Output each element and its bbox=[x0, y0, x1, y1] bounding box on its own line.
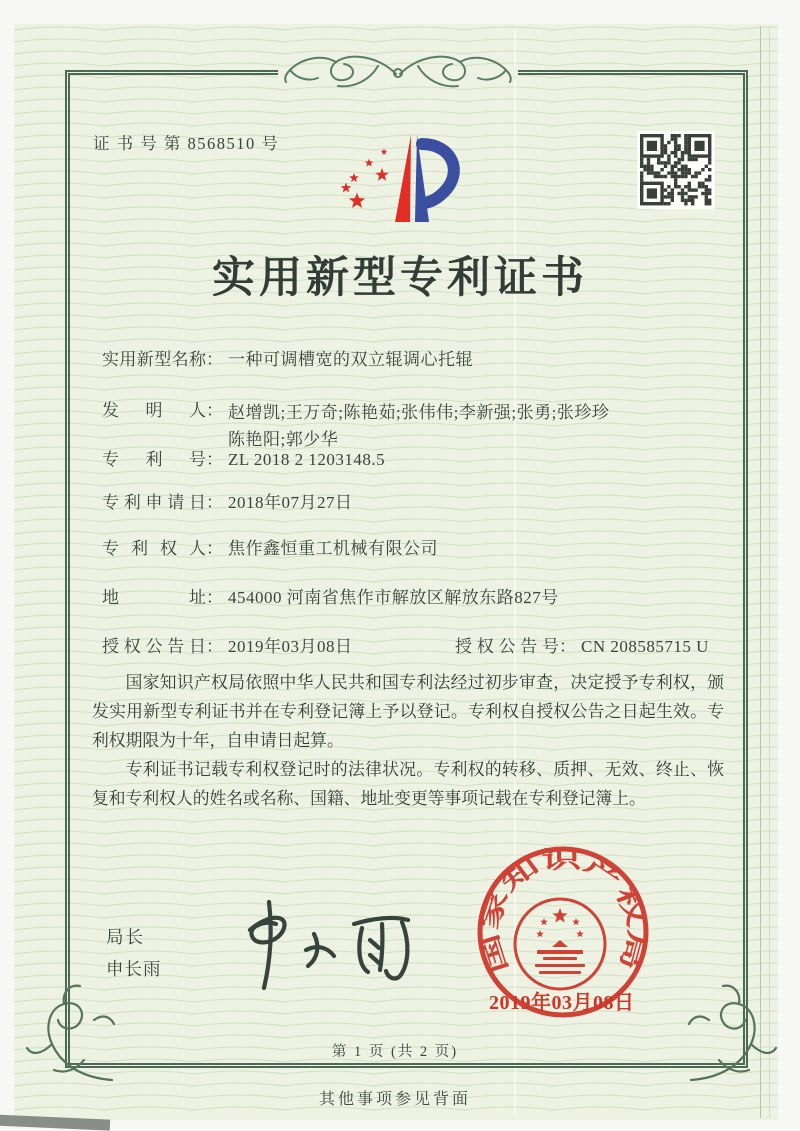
colon: ： bbox=[559, 637, 576, 656]
commissioner-signature bbox=[222, 898, 422, 993]
field-label: 地址 bbox=[102, 588, 206, 607]
seal-national-emblem bbox=[515, 899, 605, 989]
field-value: 454000 河南省焦作市解放区解放东路827号 bbox=[228, 588, 559, 607]
field-label: 授权公告号 bbox=[455, 637, 559, 656]
colon: ： bbox=[206, 539, 223, 558]
legal-text bbox=[92, 668, 724, 813]
field-label: 授权公告日 bbox=[102, 637, 206, 656]
field-row-inventors bbox=[102, 399, 747, 453]
paper-edge-shadow bbox=[769, 26, 770, 1118]
colon: ： bbox=[206, 637, 223, 656]
field-row-filing-date bbox=[102, 491, 747, 515]
paragraph-register-statement: 专利证书记载专利权登记时的法律状况。专利权的转移、质押、无效、终止、恢复和专利权人的姓名或名称、国籍、地址变更等事项记载在专利登记簿上。 bbox=[92, 760, 724, 808]
field-label: 实用新型名称 bbox=[102, 350, 206, 369]
paragraph-grant-statement: 国家知识产权局依照中华人民共和国专利法经过初步审查，决定授予专利权，颁发实用新型专利证书并在专利登记簿上予以登记。专利权自授权公告之日起生效。专利权期限为十年，自申请日起算。 bbox=[92, 673, 724, 750]
field-label: 专利号 bbox=[102, 450, 206, 469]
seal-date: 2019年03月08日 bbox=[489, 992, 635, 1014]
inventors-line-2: 陈艳阳;郭少华 bbox=[228, 430, 339, 449]
commissioner-title: 局长 bbox=[106, 927, 145, 947]
colon: ： bbox=[206, 401, 223, 420]
field-row-patent-no bbox=[102, 448, 747, 472]
field-label: 专利申请日 bbox=[102, 493, 206, 512]
inventors-line-1: 赵增凯;王万奇;陈艳茹;张伟伟;李新强;张勇;张珍珍 bbox=[228, 403, 610, 422]
certificate-title: 实用新型专利证书 bbox=[212, 255, 588, 302]
seal-ring-text: 国家知识产权局 bbox=[477, 847, 650, 976]
reverse-side-note: 其他事项参见背面 bbox=[318, 1091, 471, 1108]
field-row-address bbox=[102, 586, 747, 610]
field-label: 专利权人 bbox=[102, 539, 206, 558]
field-row-patentee bbox=[102, 537, 747, 561]
field-value: CN 208585715 U bbox=[581, 637, 709, 656]
field-value: 2019年03月08日 bbox=[228, 637, 353, 656]
colon: ： bbox=[206, 493, 223, 512]
field-value: 2018年07月27日 bbox=[228, 493, 353, 512]
paper-edge-line bbox=[760, 26, 761, 1118]
commissioner-name: 申长雨 bbox=[106, 959, 162, 979]
colon: ： bbox=[206, 588, 223, 607]
logo-stars bbox=[341, 149, 389, 208]
field-value: ZL 2018 2 1203148.5 bbox=[228, 450, 386, 469]
field-row-name bbox=[102, 348, 747, 372]
bottom-right-flourish bbox=[684, 980, 779, 1085]
field-row-grant bbox=[102, 635, 747, 659]
field-grant-no bbox=[455, 635, 709, 659]
colon: ： bbox=[206, 450, 223, 469]
logo-p-bowl bbox=[422, 144, 454, 203]
field-value-multiline bbox=[228, 399, 609, 453]
qr-code bbox=[637, 131, 715, 209]
top-border-ornament bbox=[278, 44, 518, 102]
page-number: 第 1 页 (共 2 页) bbox=[331, 1044, 459, 1060]
field-label: 发明人 bbox=[102, 401, 206, 420]
logo-red-triangle bbox=[395, 135, 411, 222]
bottom-left-flourish bbox=[24, 980, 119, 1085]
certificate-number: 证 书 号 第 8568510 号 bbox=[93, 134, 280, 153]
field-value: 焦作鑫恒重工机械有限公司 bbox=[228, 539, 438, 558]
cnipa-logo bbox=[338, 130, 463, 228]
field-value: 一种可调槽宽的双立辊调心托辊 bbox=[228, 350, 473, 369]
colon: ： bbox=[206, 350, 223, 369]
